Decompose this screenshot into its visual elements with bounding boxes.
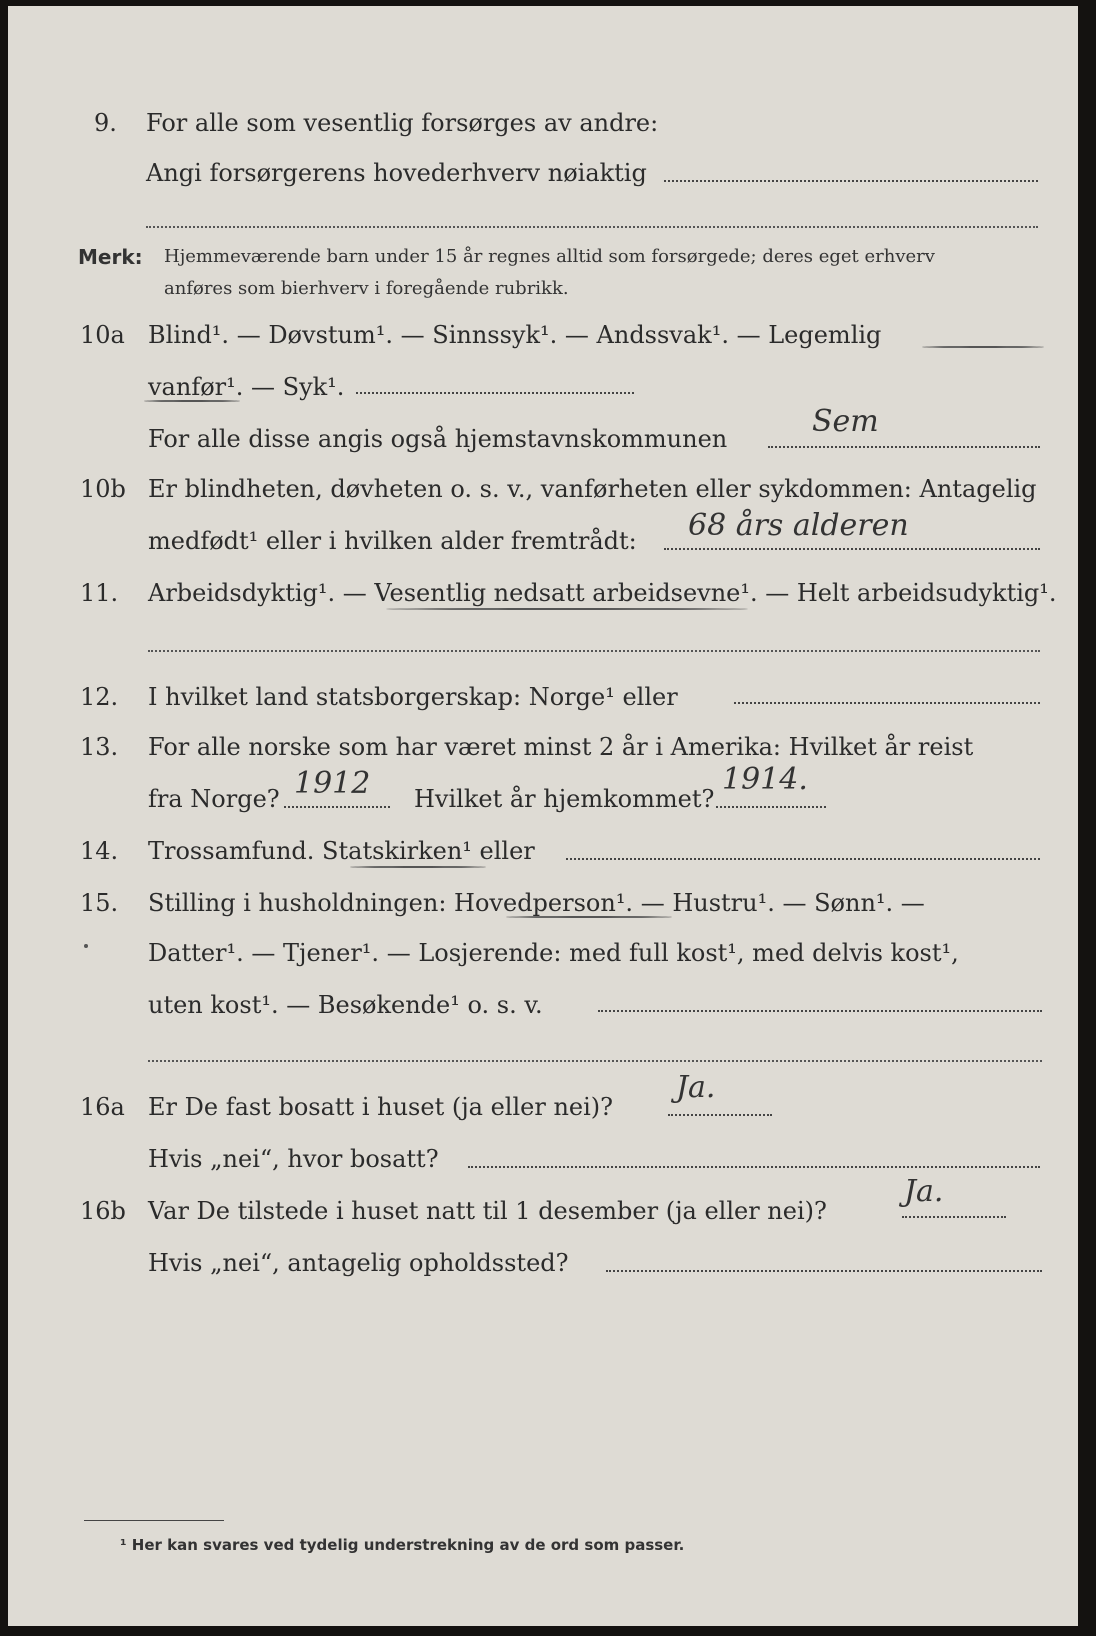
underline-hovedperson	[506, 916, 672, 918]
q16a-answer-line[interactable]	[668, 1114, 772, 1116]
merk-line1: Hjemmeværende barn under 15 år regnes alltid som forsørgede; deres eget erhverv	[164, 246, 935, 267]
merk-line2: anføres som bierhverv i foregående rubrikk.	[164, 278, 569, 299]
q13-line2a: fra Norge?	[148, 785, 280, 813]
q10a-syk-line[interactable]	[356, 392, 634, 394]
underline-statskirken	[350, 866, 486, 868]
ink-speck	[84, 944, 88, 948]
underline-vesentlig-nedsatt	[386, 608, 748, 610]
q10a-line1: Blind¹. — Døvstum¹. — Sinnssyk¹. — Andssvak¹. — Legemlig	[148, 321, 882, 349]
q10b-handwritten-answer: 68 års alderen	[688, 508, 909, 543]
q13-line2b: Hvilket år hjemkommet?	[414, 785, 715, 813]
q11-line1: Arbeidsdyktig¹. — Vesentlig nedsatt arbeidsevne¹. — Helt arbeidsudyktig¹.	[148, 579, 1057, 607]
q16a-bosatt-line[interactable]	[468, 1166, 1040, 1168]
q9-extra-line[interactable]	[146, 226, 1038, 228]
q10b-line2: medfødt¹ eller i hvilken alder fremtrådt:	[148, 527, 637, 555]
q11-extra-line[interactable]	[148, 650, 1040, 652]
underline-legemlig	[922, 346, 1044, 348]
q13-line1: For alle norske som har været minst 2 år i Amerika: Hvilket år reist	[148, 733, 974, 761]
q16b-opholdssted-line[interactable]	[606, 1270, 1042, 1272]
q11-number: 11.	[80, 579, 119, 607]
q12-number: 12.	[80, 683, 119, 711]
q16b-answer-line[interactable]	[902, 1216, 1006, 1218]
q15-number: 15.	[80, 889, 119, 917]
merk-label: Merk:	[78, 245, 143, 269]
q16b-number: 16b	[80, 1197, 126, 1225]
q10a-line3: For alle disse angis også hjemstavnskommunen	[148, 425, 728, 453]
q10b-line1: Er blindheten, døvheten o. s. v., vanførheten eller sykdommen: Antagelig	[148, 475, 1037, 503]
q9-number: 9.	[94, 109, 117, 137]
q13-hjemkommet-line[interactable]	[716, 806, 826, 808]
q9-line2: Angi forsørgerens hovederhverv nøiaktig	[146, 159, 647, 187]
q16a-line1: Er De fast bosatt i huset (ja eller nei)?	[148, 1093, 614, 1121]
q14-line1: Trossamfund. Statskirken¹ eller	[148, 837, 535, 865]
q16a-number: 16a	[80, 1093, 125, 1121]
q16a-line2: Hvis „nei“, hvor bosatt?	[148, 1145, 439, 1173]
q12-answer-line[interactable]	[734, 702, 1040, 704]
q13-number: 13.	[80, 733, 119, 761]
q15-line2: Datter¹. — Tjener¹. — Losjerende: med full kost¹, med delvis kost¹,	[148, 939, 959, 967]
q16b-handwritten-answer: Ja.	[904, 1174, 944, 1209]
q10b-number: 10b	[80, 475, 126, 503]
q16b-line1: Var De tilstede i huset natt til 1 desember (ja eller nei)?	[148, 1197, 827, 1225]
q15-line1: Stilling i husholdningen: Hovedperson¹. — Hustru¹. — Sønn¹. —	[148, 889, 925, 917]
q12-line1: I hvilket land statsborgerskap: Norge¹ eller	[148, 683, 678, 711]
q13-handwritten-answer2: 1914.	[722, 762, 808, 797]
q14-number: 14.	[80, 837, 119, 865]
q14-answer-line[interactable]	[566, 858, 1040, 860]
q15-answer-line[interactable]	[598, 1010, 1042, 1012]
q16a-handwritten-answer: Ja.	[676, 1070, 716, 1105]
q15-line3: uten kost¹. — Besøkende¹ o. s. v.	[148, 991, 543, 1019]
q15-extra-line[interactable]	[148, 1060, 1042, 1062]
q13-handwritten-answer1: 1912	[294, 766, 371, 801]
q10a-line2: vanfør¹. — Syk¹.	[148, 373, 345, 401]
q9-line1: For alle som vesentlig forsørges av andre:	[146, 109, 659, 137]
underline-vanfor	[144, 400, 240, 402]
q16b-line2: Hvis „nei“, antagelig opholdssted?	[148, 1249, 569, 1277]
q10b-answer-line[interactable]	[664, 548, 1040, 550]
footnote-rule	[84, 1520, 224, 1521]
q13-reist-line[interactable]	[284, 806, 390, 808]
q10a-answer-line[interactable]	[768, 446, 1040, 448]
footnote: ¹ Her kan svares ved tydelig understrekning av de ord som passer.	[120, 1536, 685, 1554]
q10a-number: 10a	[80, 321, 125, 349]
q9-answer-line[interactable]	[664, 180, 1038, 182]
q10a-handwritten-answer: Sem	[812, 404, 879, 439]
